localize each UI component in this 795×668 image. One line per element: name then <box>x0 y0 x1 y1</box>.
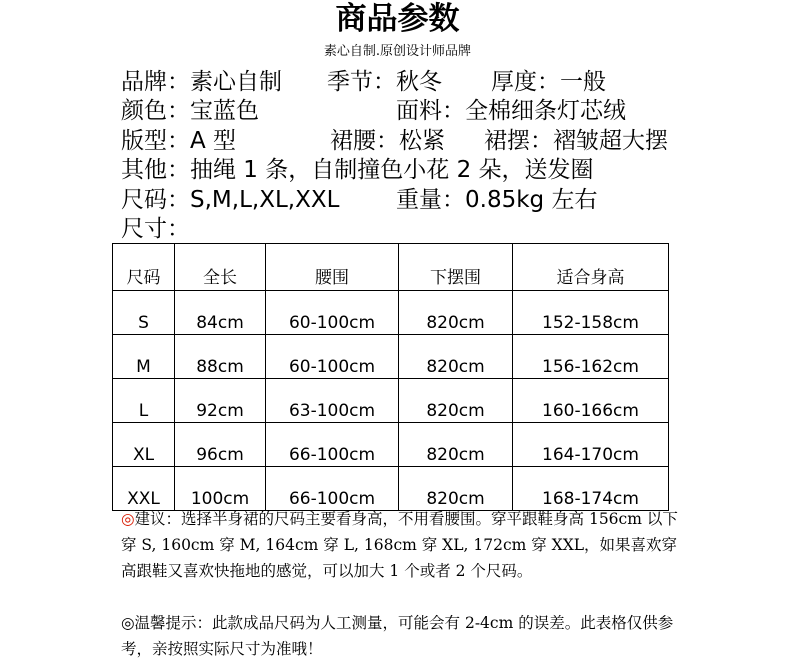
cell-waist: 60-100cm <box>266 291 399 335</box>
spec-brand: 品牌：素心自制 <box>121 69 282 95</box>
cell-hem: 820cm <box>399 379 513 423</box>
spec-fabric: 面料：全棉细条灯芯绒 <box>396 98 626 124</box>
cell-height: 160-166cm <box>513 379 669 423</box>
cell-height: 164-170cm <box>513 423 669 467</box>
table-row <box>113 423 669 467</box>
cell-hem: 820cm <box>399 291 513 335</box>
cell-length: 92cm <box>175 379 266 423</box>
spec-waist: 裙腰：松紧 <box>330 128 445 154</box>
spec-thickness: 厚度：一般 <box>491 69 606 95</box>
cell-height: 156-162cm <box>513 335 669 379</box>
cell-hem: 820cm <box>399 467 513 511</box>
table-row <box>113 467 669 511</box>
table-row <box>113 335 669 379</box>
cell-size: XXL <box>113 467 175 511</box>
cell-size: S <box>113 291 175 335</box>
spec-hem: 裙摆：褶皱超大摆 <box>484 128 668 154</box>
cell-hem: 820cm <box>399 423 513 467</box>
advice-text: 建议：选择半身裙的尺码主要看身高，不用看腰围。穿平跟鞋身高 156cm 以下穿 S, 160cm 穿 M, 164cm 穿 L, 168cm 穿 XL, 172cm 穿 XXL，如果喜欢穿高跟鞋又喜欢快拖地的感觉，可以加大 1 个或者 2 个尺码。 <box>121 510 678 580</box>
advice-symbol: ◎ <box>121 510 135 528</box>
cell-waist: 63-100cm <box>266 379 399 423</box>
measurement-reminder: ◎温馨提示：此款成品尺码为人工测量，可能会有 2-4cm 的误差。此表格仅供参考，亲按照实际尺寸为准哦！ <box>121 614 674 658</box>
cell-length: 88cm <box>175 335 266 379</box>
size-table <box>112 243 669 511</box>
cell-height: 168-174cm <box>513 467 669 511</box>
spec-season: 季节：秋冬 <box>327 69 442 95</box>
cell-hem: 820cm <box>399 335 513 379</box>
cell-waist: 66-100cm <box>266 467 399 511</box>
spec-fit: 版型：A 型 <box>121 128 237 154</box>
spec-weight: 重量：0.85kg 左右 <box>396 187 598 213</box>
cell-length: 100cm <box>175 467 266 511</box>
header-length: 全长 <box>175 244 266 291</box>
table-row <box>113 379 669 423</box>
brand-subtitle: 素心自制.原创设计师品牌 <box>323 44 472 59</box>
spec-color: 颜色：宝蓝色 <box>121 98 259 124</box>
cell-length: 96cm <box>175 423 266 467</box>
table-header-row <box>113 244 669 291</box>
cell-height: 152-158cm <box>513 291 669 335</box>
spec-sizes: 尺码：S,M,L,XL,XXL <box>121 187 340 213</box>
table-row <box>113 291 669 335</box>
cell-size: M <box>113 335 175 379</box>
spec-dimensions: 尺寸： <box>121 216 190 242</box>
cell-waist: 66-100cm <box>266 423 399 467</box>
cell-length: 84cm <box>175 291 266 335</box>
header-waist: 腰围 <box>266 244 399 291</box>
header-size: 尺码 <box>113 244 175 291</box>
header-height: 适合身高 <box>513 244 669 291</box>
page-title: 商品参数 <box>335 1 460 37</box>
sizing-advice <box>121 506 691 584</box>
cell-size: XL <box>113 423 175 467</box>
spec-other: 其他：抽绳 1 条，自制撞色小花 2 朵，送发圈 <box>121 157 594 183</box>
cell-waist: 60-100cm <box>266 335 399 379</box>
cell-size: L <box>113 379 175 423</box>
header-hem: 下摆围 <box>399 244 513 291</box>
